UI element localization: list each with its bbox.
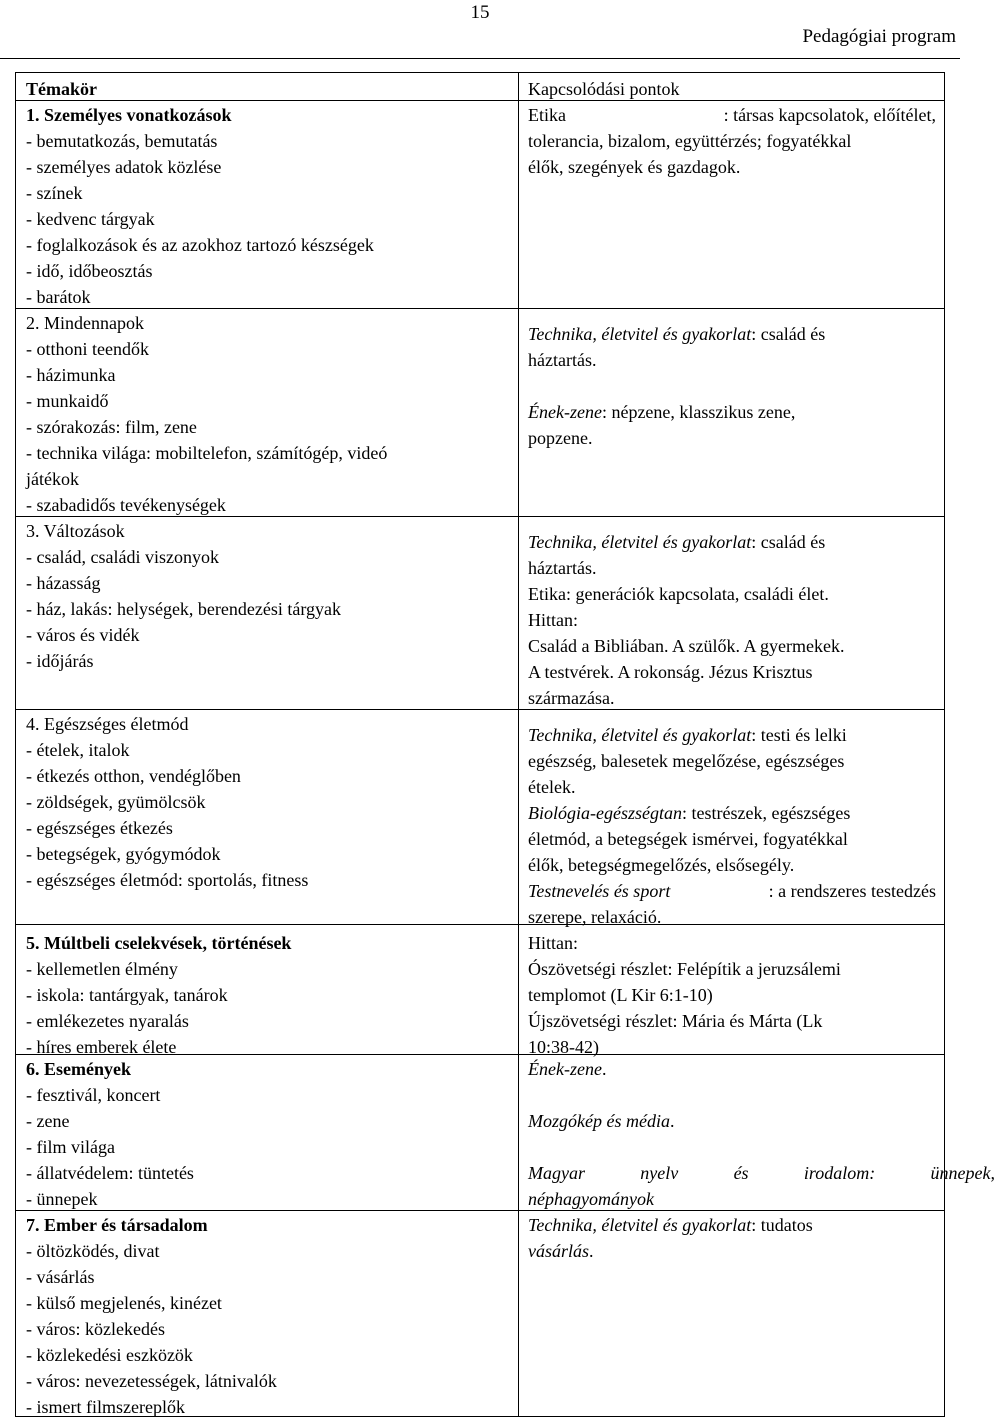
curriculum-table: [15, 72, 995, 1417]
list-item: - ház, lakás: helységek, berendezési tárgyak: [26, 599, 342, 619]
link-text: : a rendszeres testedzés: [768, 881, 936, 901]
row-divider: [16, 100, 944, 101]
list-item: - zene: [26, 1111, 70, 1131]
list-item: - város: közlekedés: [26, 1319, 165, 1339]
link-line: [528, 104, 936, 126]
list-item: - egészséges étkezés: [26, 818, 173, 838]
section-title: 6. Események: [26, 1059, 131, 1079]
link-line: [528, 1058, 606, 1080]
link-line: popzene.: [528, 428, 593, 448]
link-line: [528, 1214, 813, 1236]
list-item: - iskola: tantárgyak, tanárok: [26, 985, 228, 1005]
link-text: .: [669, 1111, 675, 1131]
link-line: [528, 880, 936, 902]
list-item: - személyes adatok közlése: [26, 157, 222, 177]
link-line: háztartás.: [528, 558, 597, 578]
list-item: játékok: [26, 469, 79, 489]
list-item: - idő, időbeosztás: [26, 261, 153, 281]
link-text: : népzene, klasszikus zene,: [601, 402, 796, 422]
link-line: [528, 531, 825, 553]
link-line: ételek.: [528, 777, 576, 797]
row-divider: [16, 924, 944, 925]
row-divider: [16, 308, 944, 309]
list-item: - színek: [26, 183, 83, 203]
list-item: - házasság: [26, 573, 101, 593]
link-line: Magyar nyelv és irodalom: ünnepek,: [528, 1163, 995, 1183]
list-item: - időjárás: [26, 651, 94, 671]
row-divider: [16, 516, 944, 517]
list-item: - emlékezetes nyaralás: [26, 1011, 189, 1031]
list-item: - film világa: [26, 1137, 115, 1157]
link-text: : testrészek, egészséges: [681, 803, 851, 823]
link-line: A testvérek. A rokonság. Jézus Krisztus: [528, 662, 813, 682]
link-line: Hittan:: [528, 933, 578, 953]
link-line: [528, 1240, 594, 1262]
list-item: - közlekedési eszközök: [26, 1345, 193, 1365]
row-divider: [16, 1210, 944, 1211]
link-line: egészség, balesetek megelőzése, egészséges: [528, 751, 845, 771]
list-item: - kellemetlen élmény: [26, 959, 178, 979]
list-item: - otthoni teendők: [26, 339, 149, 359]
header-temakor: Témakör: [26, 79, 97, 99]
link-line: Ószövetségi részlet: Felépítik a jeruzsálemi: [528, 959, 841, 979]
link-line: [528, 1110, 674, 1132]
link-line: 10:38-42): [528, 1037, 599, 1057]
subject-label: Ének-zene: [528, 402, 602, 422]
list-item: - külső megjelenés, kinézet: [26, 1293, 222, 1313]
list-item: - híres emberek élete: [26, 1037, 177, 1057]
list-item: - állatvédelem: tüntetés: [26, 1163, 194, 1183]
subject-label: Biológia-egészségtan: [528, 803, 682, 823]
link-line: életmód, a betegségek ismérvei, fogyatékkal: [528, 829, 848, 849]
section-title: 4. Egészséges életmód: [26, 714, 189, 734]
subject-label: Mozgókép és média: [528, 1111, 670, 1131]
link-text: .: [589, 1241, 594, 1261]
list-item: - család, családi viszonyok: [26, 547, 219, 567]
list-item: - barátok: [26, 287, 91, 307]
link-line: háztartás.: [528, 350, 597, 370]
row-divider: [16, 709, 944, 710]
link-line: néphagyományok: [528, 1189, 654, 1209]
list-item: - foglalkozások és az azokhoz tartozó készségek: [26, 235, 374, 255]
link-line: [528, 401, 795, 423]
link-line: tolerancia, bizalom, együttérzés; fogyatékkal: [528, 131, 852, 151]
list-item: - munkaidő: [26, 391, 109, 411]
subject-label: Ének-zene: [528, 1059, 602, 1079]
link-line: [528, 323, 825, 345]
list-item: - ételek, italok: [26, 740, 130, 760]
link-line: Újszövetségi részlet: Mária és Márta (Lk: [528, 1011, 823, 1031]
link-text: : család és: [751, 324, 826, 344]
list-item: - szabadidős tevékenységek: [26, 495, 226, 515]
link-text: : testi és lelki: [751, 725, 847, 745]
link-text: : társas kapcsolatok, előítélet,: [723, 105, 936, 125]
list-item: - fesztivál, koncert: [26, 1085, 161, 1105]
link-line: élők, betegségmegelőzés, elsősegély.: [528, 855, 795, 875]
subject-label: Technika, életvitel és gyakorlat: [528, 532, 752, 552]
subject-label: Technika, életvitel és gyakorlat: [528, 1215, 752, 1235]
link-line: templomot (L Kir 6:1-10): [528, 985, 713, 1005]
list-item: - bemutatkozás, bemutatás: [26, 131, 218, 151]
section-title: 5. Múltbeli cselekvések, történések: [26, 933, 292, 953]
link-line: [528, 724, 847, 746]
link-line: [528, 802, 850, 824]
link-text: : tudatos: [751, 1215, 813, 1235]
link-line: Hittan:: [528, 610, 578, 630]
subject-label: Technika, életvitel és gyakorlat: [528, 324, 752, 344]
link-text: : család és: [751, 532, 826, 552]
page-number: 15: [470, 2, 490, 23]
subject-label: Etika: [528, 105, 566, 125]
list-item: - város és vidék: [26, 625, 140, 645]
list-item: - vásárlás: [26, 1267, 95, 1287]
list-item: - betegségek, gyógymódok: [26, 844, 221, 864]
list-item: - étkezés otthon, vendéglőben: [26, 766, 241, 786]
list-item: - technika világa: mobiltelefon, számítógép, videó: [26, 443, 388, 463]
section-title: 1. Személyes vonatkozások: [26, 105, 232, 125]
list-item: - egészséges életmód: sportolás, fitness: [26, 870, 309, 890]
list-item: - kedvenc tárgyak: [26, 209, 155, 229]
link-text: .: [601, 1059, 607, 1079]
link-line: származása.: [528, 688, 615, 708]
list-item: - öltözködés, divat: [26, 1241, 160, 1261]
subject-label: Testnevelés és sport: [528, 881, 671, 901]
header-kapcsolodasi-pontok: Kapcsolódási pontok: [528, 79, 680, 99]
header-rule: [0, 58, 960, 59]
section-title: 3. Változások: [26, 521, 125, 541]
list-item: - ünnepek: [26, 1189, 98, 1209]
section-title: 7. Ember és társadalom: [26, 1215, 208, 1235]
list-item: - zöldségek, gyümölcsök: [26, 792, 206, 812]
list-item: - házimunka: [26, 365, 116, 385]
link-line: élők, szegények és gazdagok.: [528, 157, 741, 177]
list-item: - szórakozás: film, zene: [26, 417, 197, 437]
column-divider: [518, 73, 519, 1416]
link-line: szerepe, relaxáció.: [528, 907, 662, 927]
subject-label: vásárlás: [528, 1241, 590, 1261]
document-header-title: Pedagógiai program: [802, 26, 956, 47]
link-line: Etika: generációk kapcsolata, családi élet.: [528, 584, 829, 604]
link-line: Család a Bibliában. A szülők. A gyermekek.: [528, 636, 845, 656]
list-item: - ismert filmszereplők: [26, 1397, 185, 1417]
list-item: - város: nevezetességek, látnivalók: [26, 1371, 277, 1391]
subject-label: Technika, életvitel és gyakorlat: [528, 725, 752, 745]
section-title: 2. Mindennapok: [26, 313, 144, 333]
